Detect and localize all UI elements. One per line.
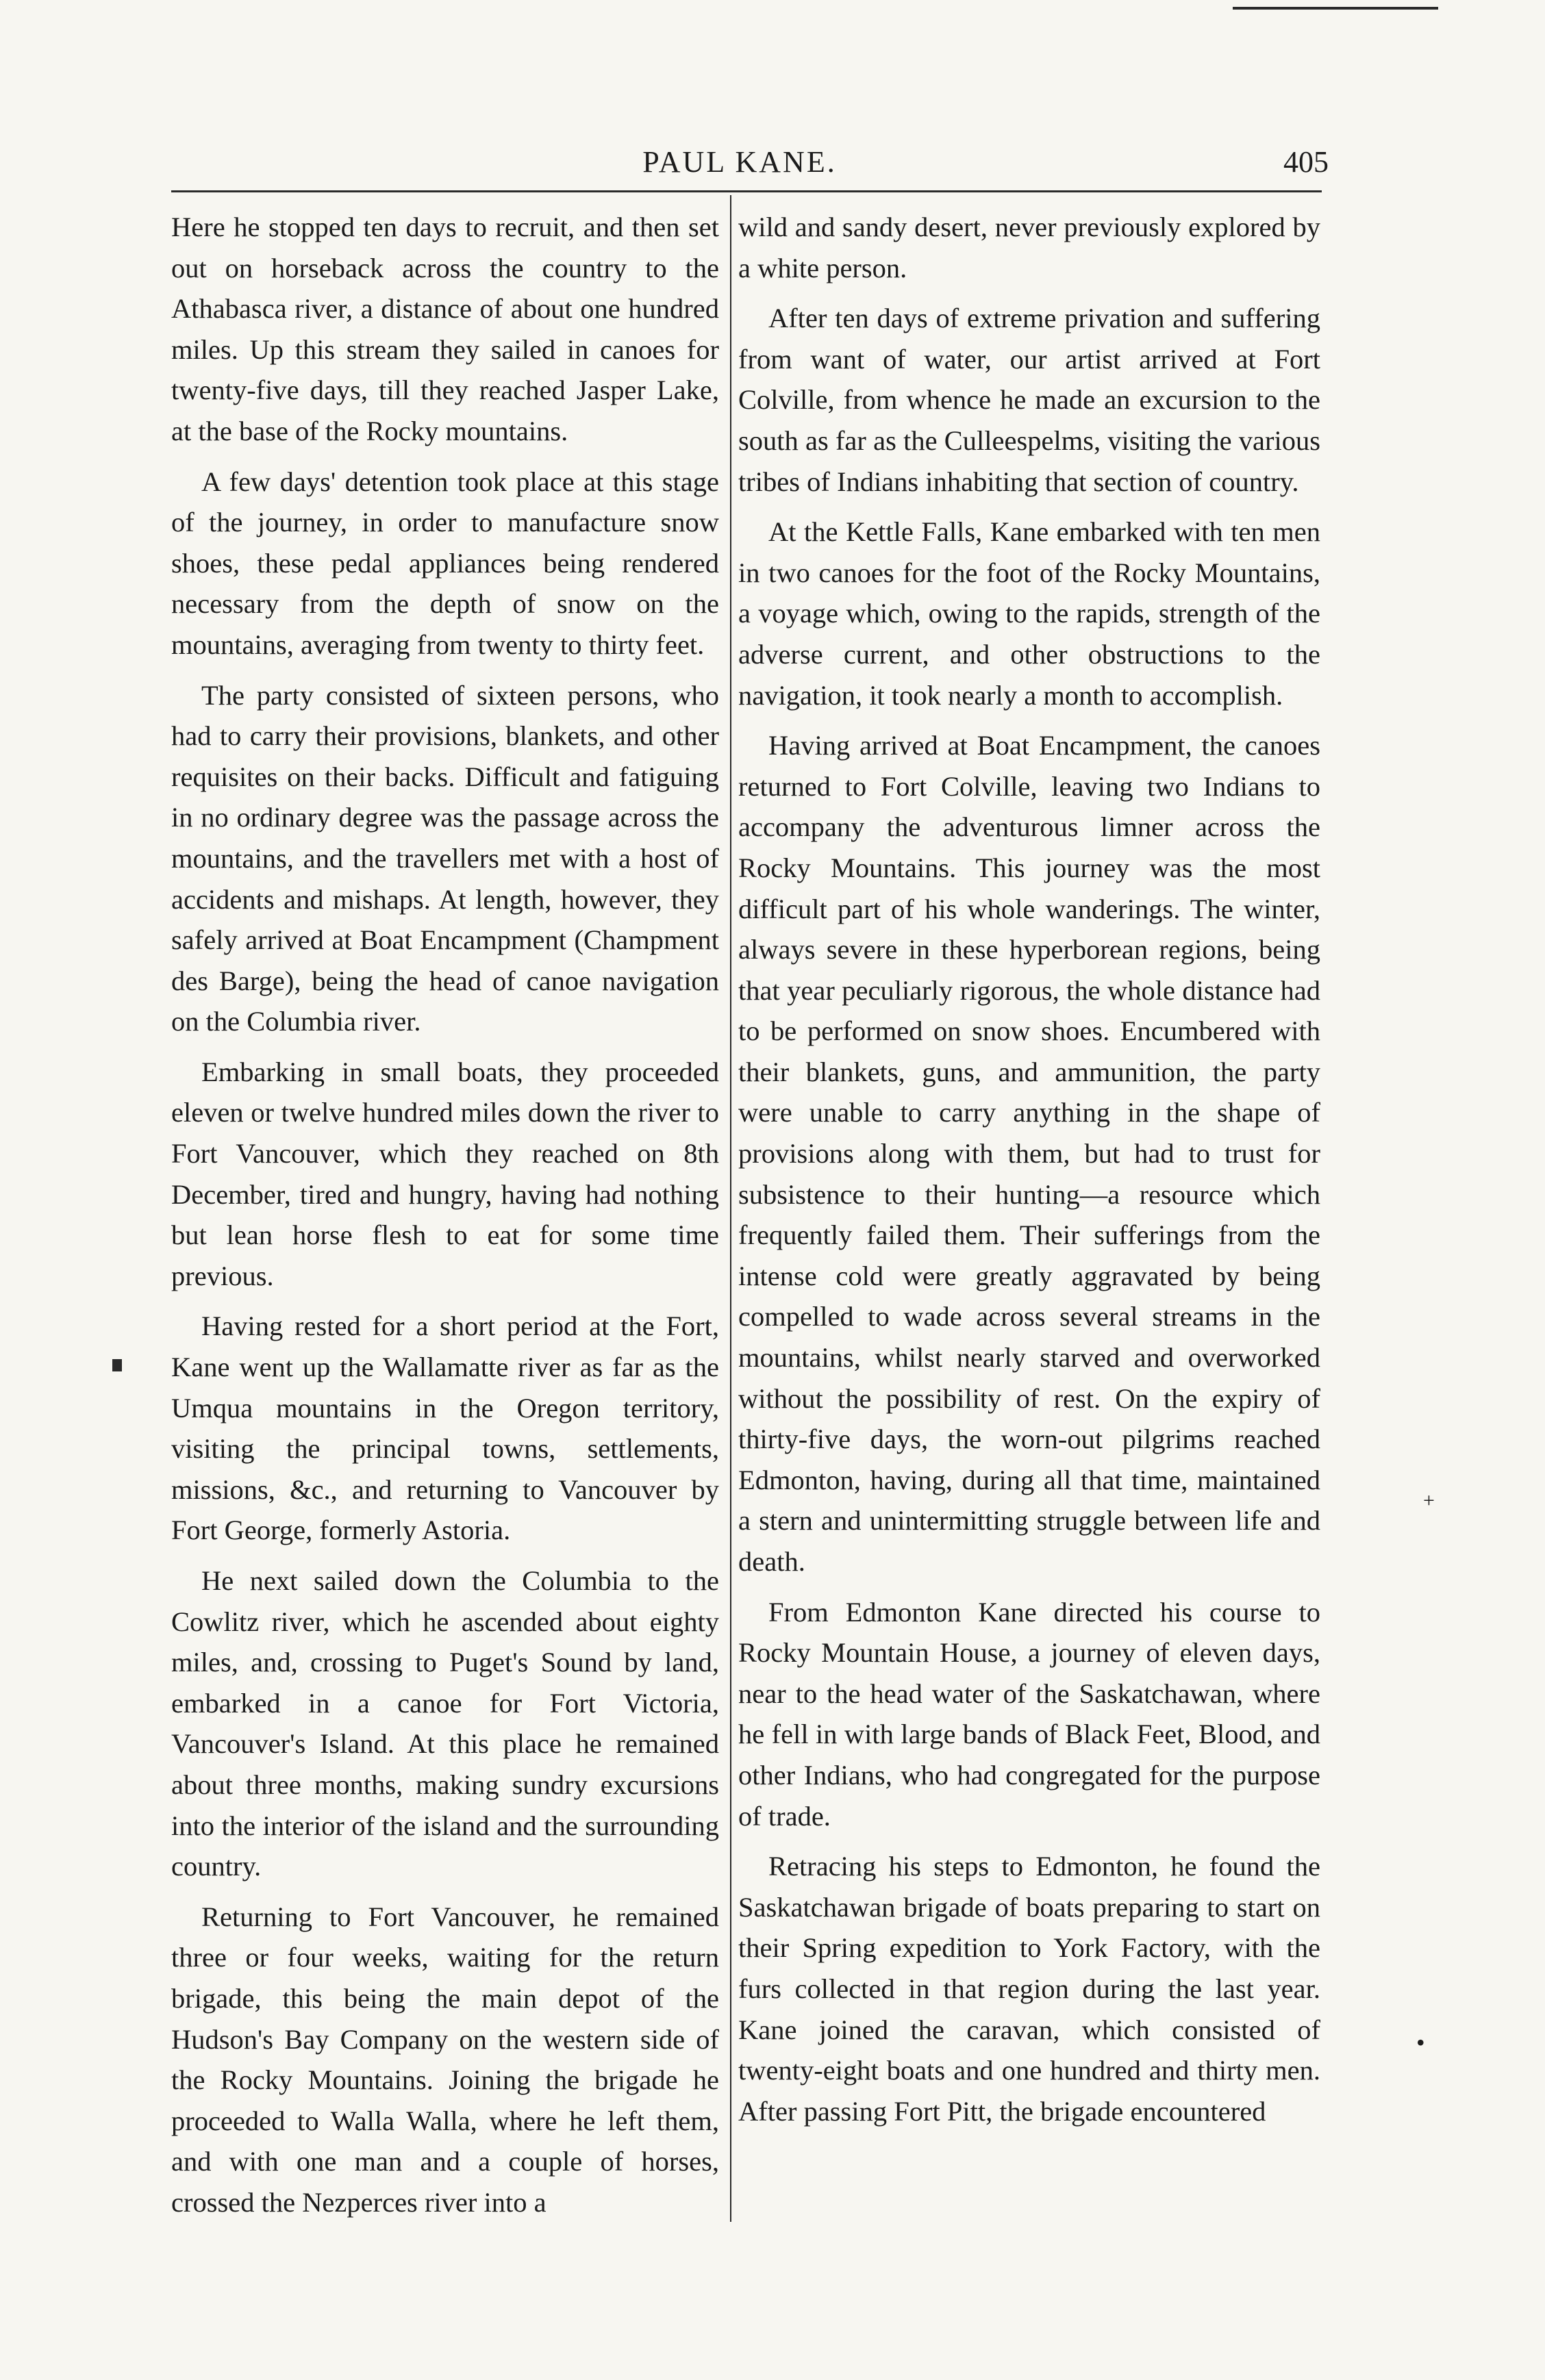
paragraph: Returning to Fort Vancouver, he remained three or four weeks, waiting for the return brigade, this being the main depot of the Hudson's Bay Company on the western side of the Rocky Mountains. Joining the brigade he proceeded to Walla Walla, where he left them, and with one man and a couple of horses, crossed the Nezperces river into a (171, 1901, 719, 2218)
running-title: PAUL KANE. (642, 145, 837, 179)
paragraph: At the Kettle Falls, Kane embarked with ten men in two canoes for the foot of the Rocky Mountains, a voyage which, owing to the rapids, strength of the adverse current, and other obstructions to the navigation, it took nearly a month to accomplish. (738, 516, 1320, 711)
right-margin-dot: • (1416, 2029, 1425, 2056)
header-rule (171, 190, 1322, 192)
page-number: 405 (1283, 145, 1329, 179)
column-divider (730, 195, 731, 2222)
left-margin-mark (112, 1359, 122, 1371)
paragraph: He next sailed down the Columbia to the Cowlitz river, which he ascended about eighty miles, and, crossing to Puget's Sound by land, embarked in a canoe for Fort Victoria, Vancouver's Island. At this place he remained about three months, making sundry excursions into the interior of the island and the surrounding country. (171, 1565, 719, 1882)
paragraph: From Edmonton Kane directed his course to Rocky Mountain House, a journey of eleven days, near to the head water of the Saskatchawan, where he fell in with large bands of Black Feet, Blood, and other Indians, who had congregated for the purpose of trade. (738, 1596, 1320, 1832)
left-column (171, 207, 719, 2233)
paragraph: A few days' detention took place at this stage of the journey, in order to manufacture snow shoes, these pedal appliances being rendered necessary from the depth of snow on the mountains, averaging from twenty to thirty feet. (171, 466, 719, 660)
paragraph: After ten days of extreme privation and suffering from want of water, our artist arrived at Fort Colville, from whence he made an excursion to the south as far as the Culleespelms, visiting the various tribes of Indians inhabiting that section of country. (738, 303, 1320, 497)
page-header (151, 140, 1329, 188)
paragraph: wild and sandy desert, never previously explored by a white person. (738, 212, 1320, 283)
right-margin-mark: + (1423, 1489, 1435, 1512)
paragraph: Having arrived at Boat Encampment, the canoes returned to Fort Colville, leaving two Indians to accompany the adventurous limner across the Rocky Mountains. This journey was the most difficult part of his whole wanderings. The winter, always severe in these hyperborean regions, being that year peculiarly rigorous, the whole distance had to be performed on snow shoes. Encumbered with their blankets, guns, and ammunition, the party were unable to carry anything in the shape of provisions along with them, but had to trust for subsistence to their hunting—a resource which frequently failed them. Their sufferings from the intense cold were greatly aggravated by being compelled to wade across several streams in the mountains, whilst nearly starved and overworked without the possibility of rest. On the expiry of thirty-five days, the worn-out pilgrims reached Edmonton, having, during all that time, maintained a stern and unintermitting struggle between life and death. (738, 730, 1320, 1577)
top-edge-rule (1233, 7, 1438, 10)
paragraph: Embarking in small boats, they proceeded eleven or twelve hundred miles down the river to Fort Vancouver, which they reached on 8th December, tired and hungry, having had nothing but lean horse flesh to eat for some time previous. (171, 1056, 719, 1291)
right-column (738, 207, 1320, 2141)
paragraph: Having rested for a short period at the Fort, Kane went up the Wallamatte river as far as the Umqua mountains in the Oregon territory, visiting the principal towns, settlements, missions, &c., and returning to Vancouver by Fort George, formerly Astoria. (171, 1311, 719, 1546)
paragraph: Here he stopped ten days to recruit, and then set out on horseback across the country to the Athabasca river, a distance of about one hundred miles. Up this stream they sailed in canoes for twenty-five days, till they reached Jasper Lake, at the base of the Rocky mountains. (171, 212, 719, 446)
paragraph: Retracing his steps to Edmonton, he found the Saskatchawan brigade of boats preparing to start on their Spring expedition to York Factory, with the furs collected in that region during the last year. Kane joined the caravan, which consisted of twenty-eight boats and one hundred and thirty men. After passing Fort Pitt, the brigade encountered (738, 1851, 1320, 2127)
paragraph: The party consisted of sixteen persons, who had to carry their provisions, blankets, and other requisites on their backs. Difficult and fatiguing in no ordinary degree was the passage across the mountains, and the travellers met with a host of accidents and mishaps. At length, however, they safely arrived at Boat Encampment (Champment des Barge), being the head of canoe navigation on the Columbia river. (171, 679, 719, 1037)
